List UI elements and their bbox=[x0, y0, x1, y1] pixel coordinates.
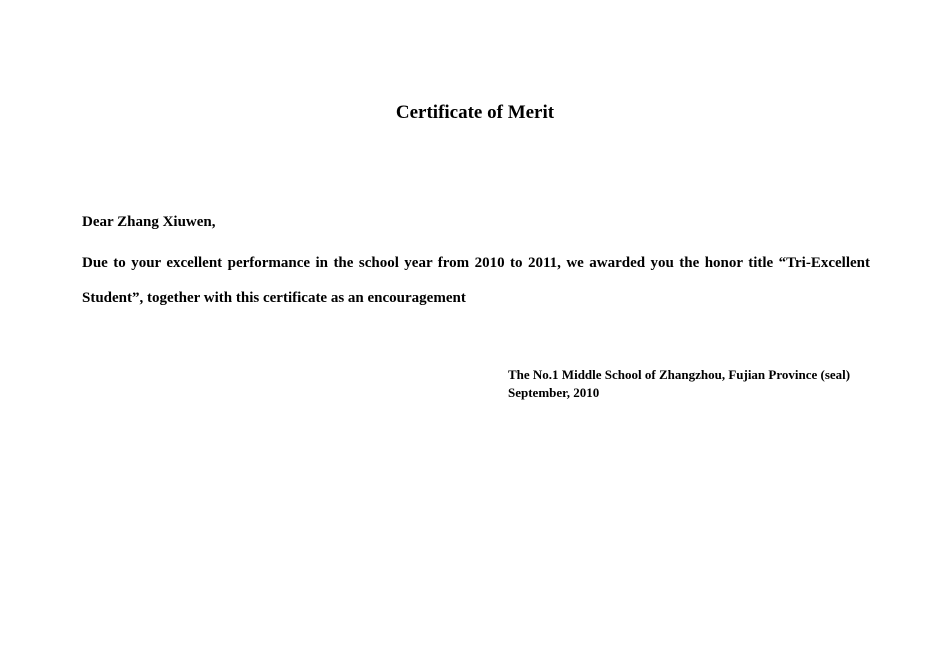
signature-block bbox=[508, 366, 908, 402]
award-paragraph: Due to your excellent performance in the school year from 2010 to 2011, we awarded you the honor title “Tri-Excellent Student”, together with this certificate as an encouragement bbox=[82, 255, 870, 306]
issue-date: September, 2010 bbox=[508, 385, 600, 400]
certificate-body bbox=[82, 211, 870, 316]
certificate-title: Certificate of Merit bbox=[395, 102, 555, 123]
issuer-name: The No.1 Middle School of Zhangzhou, Fujian Province (seal) bbox=[508, 367, 851, 382]
salutation: Dear Zhang Xiuwen, bbox=[82, 214, 216, 230]
